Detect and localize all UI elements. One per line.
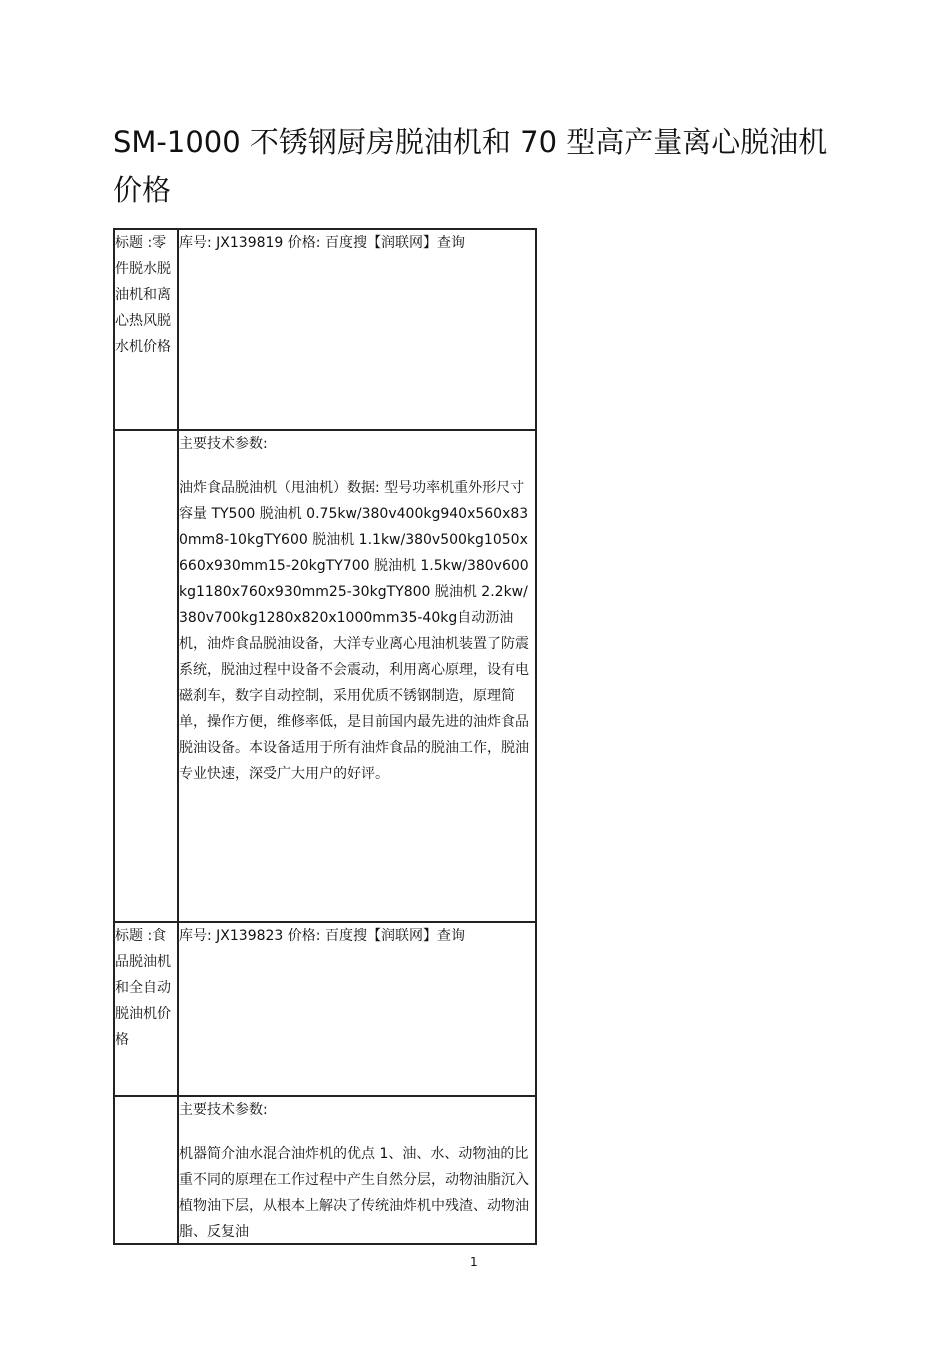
table-cell-specs: [178, 430, 536, 922]
specs-heading: 主要技术参数:: [179, 436, 268, 452]
table-cell-empty: [114, 1096, 178, 1244]
specs-heading: 主要技术参数:: [179, 1102, 268, 1118]
table-cell-info: [178, 922, 536, 1096]
table-cell-specs: [178, 1096, 536, 1244]
product-title-text: 标题 :食品脱油机和全自动脱油机价格: [115, 928, 171, 1048]
page-number: 1: [470, 1255, 478, 1269]
table-row: [114, 229, 536, 430]
specs-clip: [179, 1097, 535, 1243]
specs-body: 油炸食品脱油机（甩油机）数据: 型号功率机重外形尺寸容量 TY500 脱油机 0.75kw/380v400kg940x560x830mm8-10kgTY600 脱油机 1.1kw/380v500kg1050x660x930mm15-20kgTY700 脱油机 1.5kw/380v600kg1180x760x930mm25-30kgTY800 脱油机 2.2kw/380v700kg1280x820x1000mm35-40kg自动沥油机，油炸食品脱油设备，大洋专业离心甩油机装置了防震系统，脱油过程中设备不会震动，利用离心原理，设有电磁刹车，数字自动控制，采用优质不锈钢制造，原理简单，操作方便，维修率低，是目前国内最先进的油炸食品脱油设备。本设备适用于所有油炸食品的脱油工作，脱油专业快速，深受广大用户的好评。: [179, 480, 529, 782]
stock-price-text: 库号: JX139819 价格: 百度搜【润联网】查询: [179, 235, 465, 251]
product-title-text: 标题 :零件脱水脱油机和离心热风脱水机价格: [115, 235, 171, 355]
table-row: [114, 430, 536, 922]
table-row: [114, 1096, 536, 1244]
table-cell-title: [114, 229, 178, 430]
page-title: SM-1000 不锈钢厨房脱油机和 70 型高产量离心脱油机价格: [113, 125, 828, 207]
product-table: [113, 228, 537, 1245]
table-cell-info: [178, 229, 536, 430]
table-cell-empty: [114, 430, 178, 922]
specs-body: 机器简介油水混合油炸机的优点 1、油、水、动物油的比重不同的原理在工作过程中产生自然分层，动物油脂沉入植物油下层，从根本上解决了传统油炸机中残渣、动物油脂、反复油: [179, 1146, 529, 1240]
stock-price-text: 库号: JX139823 价格: 百度搜【润联网】查询: [179, 928, 465, 944]
table-row: [114, 922, 536, 1096]
table-cell-title: [114, 922, 178, 1096]
